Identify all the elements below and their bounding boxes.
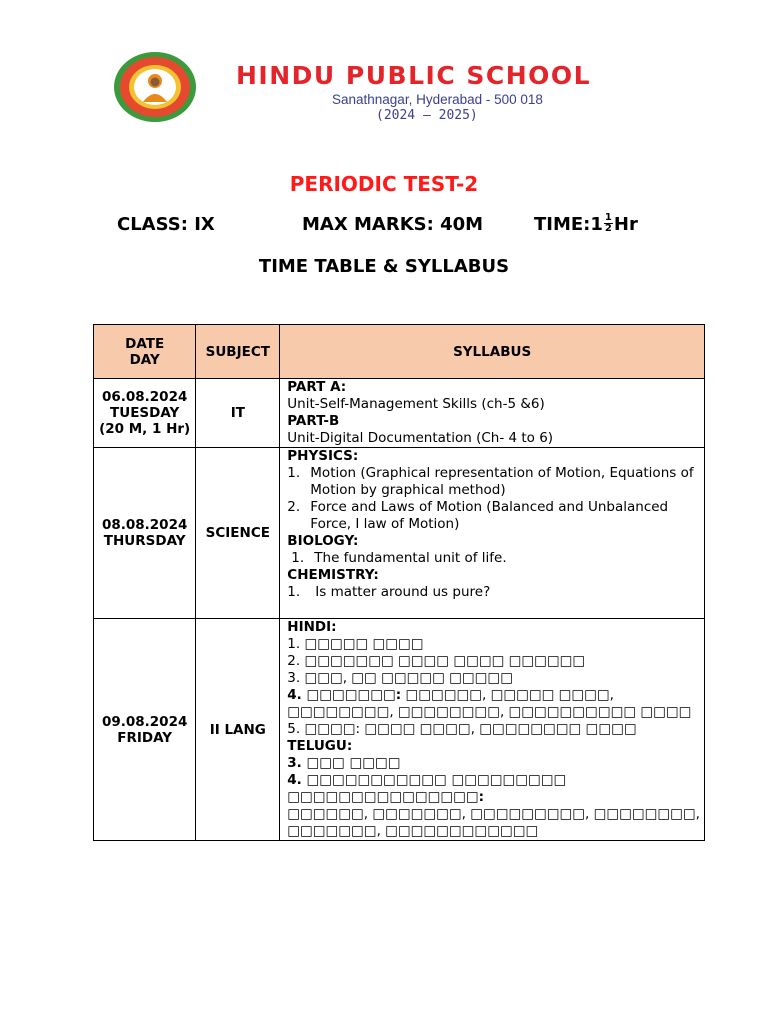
- time-prefix: TIME:1: [534, 214, 603, 235]
- hindi-topic-4: [287, 687, 700, 704]
- syllabus-cell: [280, 619, 705, 841]
- date-cell: [94, 619, 196, 841]
- hindi-topic-1: 1. □□□□□ □□□□: [287, 636, 424, 652]
- hindi-topic-4-cont: □□□□□□□□, □□□□□□□□, □□□□□□□□□□ □□□□: [287, 704, 692, 720]
- day-header: DAY: [129, 351, 160, 368]
- exam-duration: (20 M, 1 Hr): [99, 421, 191, 437]
- subject-cell: II LANG: [196, 619, 280, 841]
- time-suffix: Hr: [613, 214, 638, 235]
- test-title: PERIODIC TEST-2: [289, 172, 479, 196]
- school-name: HINDU PUBLIC SCHOOL: [236, 61, 592, 90]
- hindi-topic-4-text: □□□□□□, □□□□□ □□□□,: [401, 687, 614, 703]
- syllabus-cell: [280, 379, 705, 448]
- telugu-heading: TELUGU:: [287, 738, 353, 754]
- chemistry-heading: CHEMISTRY:: [287, 567, 379, 583]
- time-fraction: [604, 213, 613, 234]
- list-item: [287, 499, 700, 533]
- subject-cell: IT: [196, 379, 280, 448]
- subject-cell: SCIENCE: [196, 448, 280, 619]
- date-cell: [94, 379, 196, 448]
- hindi-topic-3: 3. □□□, □□ □□□□□ □□□□□: [287, 670, 513, 686]
- hindi-topic-5: 5. □□□□: □□□□ □□□□, □□□□□□□□ □□□□: [287, 721, 637, 737]
- subject-header: SUBJECT: [196, 325, 280, 379]
- topic-motion: Motion (Graphical representation of Motion, Equations of Motion by graphical method): [310, 465, 694, 498]
- table-row: [94, 448, 705, 619]
- part-a-unit: Unit-Self-Management Skills (ch-5 &6): [287, 396, 545, 412]
- part-a-heading: PART A:: [287, 379, 347, 395]
- syllabus-header: SYLLABUS: [280, 325, 705, 379]
- exam-day: FRIDAY: [117, 729, 173, 746]
- exam-date: 08.08.2024: [101, 517, 188, 533]
- timetable: [93, 324, 705, 841]
- exam-date: 09.08.2024: [101, 713, 188, 730]
- table-header-row: [94, 325, 705, 379]
- part-b-unit: Unit-Digital Documentation (Ch- 4 to 6): [287, 430, 554, 446]
- exam-day: THURSDAY: [103, 533, 186, 549]
- telugu-topic-3: 3. □□□ □□□□: [287, 755, 401, 771]
- table-title: TIME TABLE & SYLLABUS: [258, 256, 510, 277]
- list-number: 1.: [291, 550, 305, 566]
- topic-matter-pure: Is matter around us pure?: [315, 584, 491, 600]
- time-fraction-numerator: 1: [604, 211, 612, 223]
- list-item: [287, 584, 700, 601]
- academic-year: (2024 – 2025): [376, 108, 478, 123]
- time-label: [534, 211, 638, 236]
- hindi-topic-4-label: 4. □□□□□□□:: [287, 687, 402, 703]
- part-b-heading: PART-B: [287, 413, 340, 429]
- physics-heading: PHYSICS:: [287, 448, 359, 464]
- telugu-topic-4: 4. □□□□□□□□□□□ □□□□□□□□□: [287, 772, 567, 788]
- list-item: [287, 465, 700, 499]
- table-row: [94, 619, 705, 841]
- topic-force-laws: Force and Laws of Motion (Balanced and Unbalanced Force, I law of Motion): [310, 499, 669, 532]
- table-row: [94, 379, 705, 448]
- list-number: 2.: [287, 499, 301, 515]
- list-number: 1.: [287, 584, 301, 600]
- telugu-topic-4-sub: □□□□□□□□□□□□□□□:: [287, 789, 485, 805]
- topic-unit-of-life: The fundamental unit of life.: [314, 550, 507, 566]
- school-emblem-logo: [112, 50, 198, 124]
- biology-heading: BIOLOGY:: [287, 533, 359, 549]
- date-cell: [94, 448, 196, 619]
- telugu-topic-4-list-cont: □□□□□□□, □□□□□□□□□□□□: [287, 823, 539, 839]
- telugu-topic-4-list: □□□□□□, □□□□□□□, □□□□□□□□□, □□□□□□□□,: [287, 806, 700, 822]
- date-day-header: [94, 325, 196, 379]
- time-fraction-denominator: 2: [604, 222, 612, 234]
- class-label: CLASS: IX: [117, 214, 215, 235]
- hindi-topic-2: 2. □□□□□□□ □□□□ □□□□ □□□□□□: [287, 653, 586, 669]
- exam-day: TUESDAY: [110, 405, 180, 421]
- max-marks-label: MAX MARKS: 40M: [302, 214, 484, 235]
- list-number: 1.: [287, 465, 301, 481]
- date-header: DATE: [125, 335, 165, 352]
- syllabus-cell: [280, 448, 705, 619]
- list-item: [287, 550, 700, 567]
- school-address: Sanathnagar, Hyderabad - 500 018: [332, 92, 543, 107]
- hindi-heading: HINDI:: [287, 619, 337, 635]
- exam-date: 06.08.2024: [101, 389, 188, 405]
